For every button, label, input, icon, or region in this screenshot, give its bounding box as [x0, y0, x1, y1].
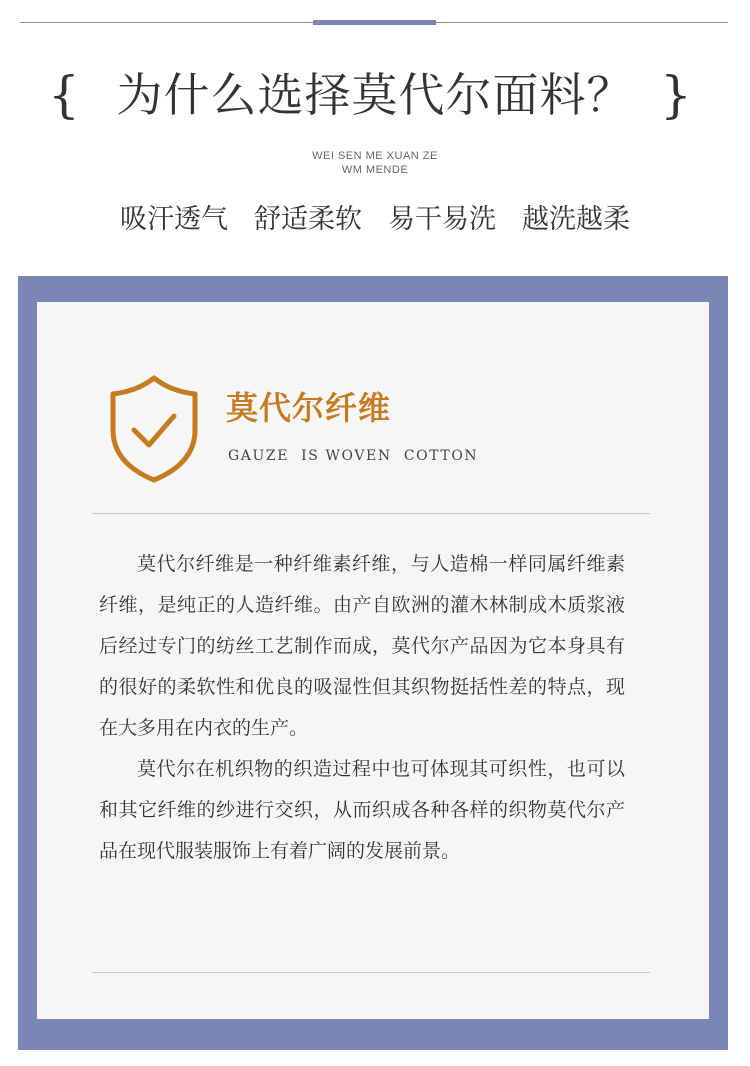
right-brace: } [660, 66, 692, 124]
feature-item: 舒适柔软 [254, 204, 362, 235]
feature-item: 吸汗透气 [120, 204, 228, 235]
left-brace: { [48, 66, 80, 124]
top-accent-bar [313, 20, 436, 25]
body-paragraph: 莫代尔在机织物的织造过程中也可体现其可织性，也可以和其它纤维的纱进行交织，从而织成各种各样的织物莫代尔产品在现代服装服饰上有着广阔的发展前景。 [99, 758, 625, 862]
feature-item: 越洗越柔 [522, 204, 630, 235]
card-title: 莫代尔纤维 [226, 389, 392, 427]
feature-item: 易干易洗 [388, 204, 496, 235]
subtitle-en-line2: WM MENDE [341, 164, 409, 176]
body-paragraph: 莫代尔纤维是一种纤维素纤维，与人造棉一样同属纤维素纤维，是纯正的人造纤维。由产自欧洲的灌木林制成木质浆液后经过专门的纺丝工艺制作而成，莫代尔产品因为它本身具有的很好的柔软性和优良的吸湿性但其织物挺括性差的特点，现在大多用在内衣的生产。 [99, 553, 625, 739]
card-body [99, 544, 625, 872]
card-subtitle: GAUZE IS WOVEN COTTON [228, 448, 479, 464]
card-divider-bottom [92, 972, 650, 973]
card-divider-top [92, 513, 650, 514]
feature-list [0, 200, 750, 240]
shield-check-icon [108, 374, 200, 484]
subtitle-en-line1: WEI SEN ME XUAN ZE [312, 150, 438, 162]
header-title-row [0, 62, 750, 132]
page-title: 为什么选择莫代尔面料？ [116, 68, 634, 122]
